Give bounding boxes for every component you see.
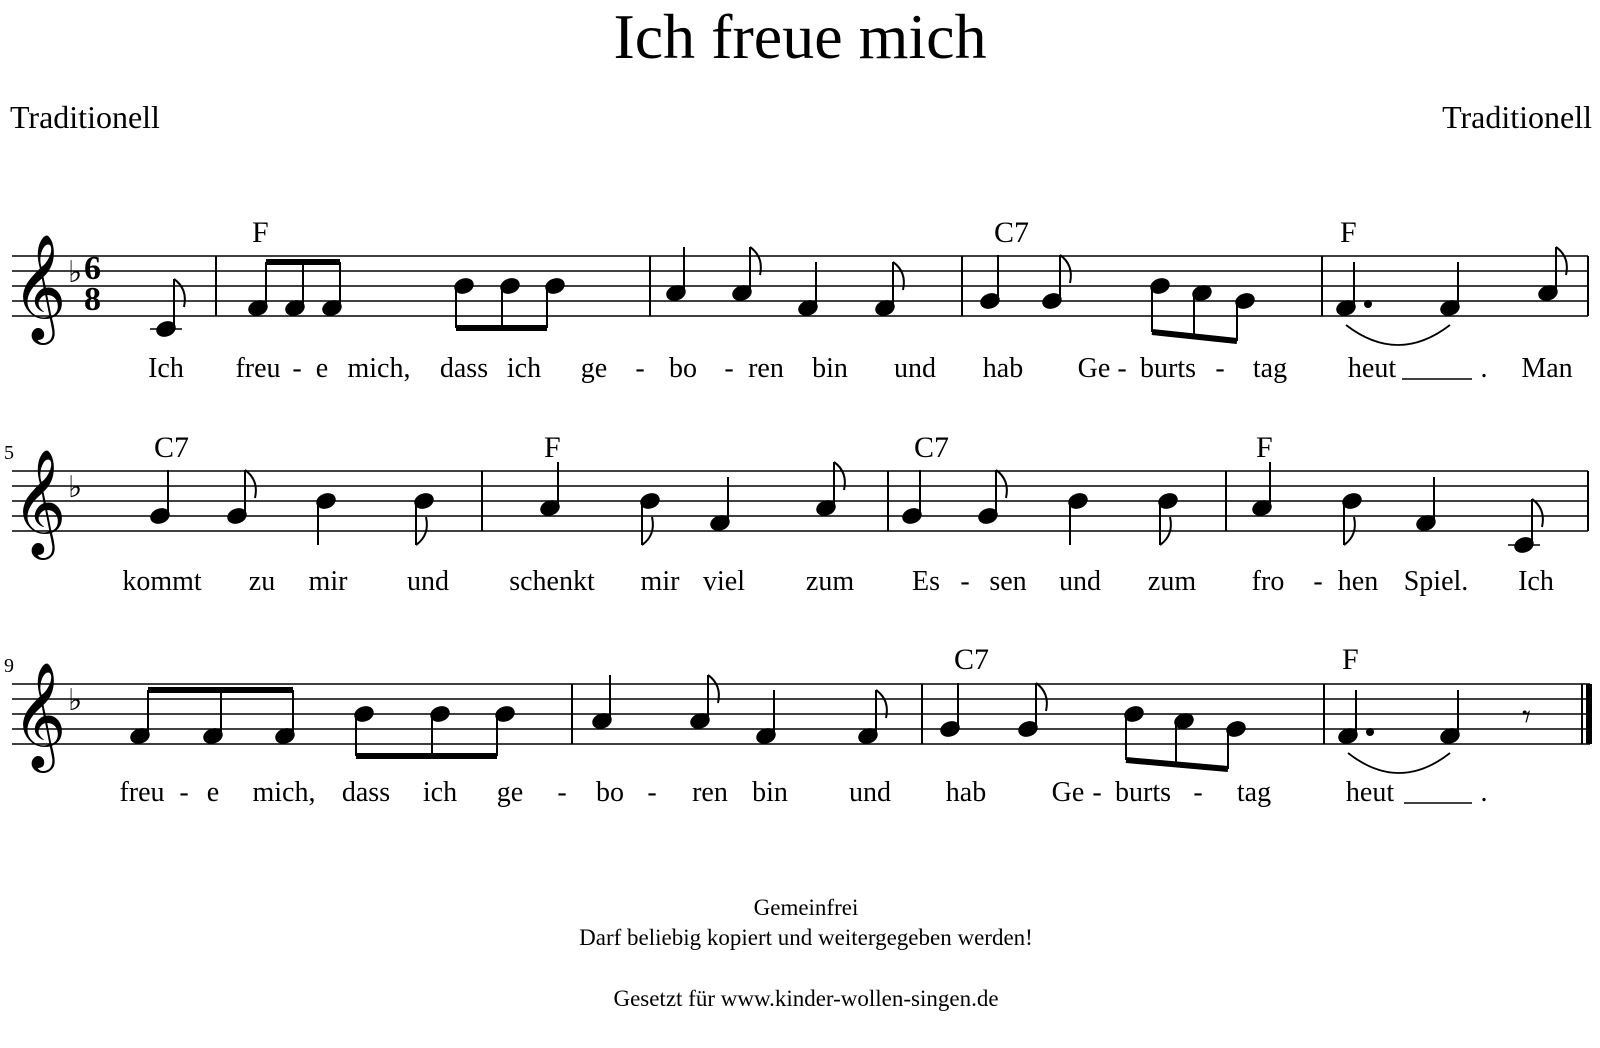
lyric-syllable: e [206, 777, 220, 808]
lyric-syllable: hab [945, 777, 987, 808]
treble-clef: 𝄞 [12, 236, 67, 338]
flat-sign: ♭ [68, 471, 83, 504]
measure-number: 9 [4, 655, 14, 677]
lyric-syllable: tag [1252, 353, 1288, 384]
lyric-syllable: Man [1521, 353, 1573, 384]
lyric-syllable: kommt [122, 566, 202, 597]
lyric-syllable: mir [308, 566, 348, 597]
lyric-syllable: . [1480, 777, 1488, 808]
website-credit: Gesetzt für www.kinder-wollen-singen.de [613, 986, 999, 1011]
lyric-syllable: zu [248, 566, 276, 597]
chord-symbol: C7 [954, 643, 990, 676]
chord-symbol: F [1342, 643, 1359, 676]
lyric-syllable: und [1059, 566, 1101, 597]
lyric-syllable: Ge [1077, 353, 1111, 384]
lyric-syllable: bo [596, 777, 624, 808]
lyric-syllable: heut [1345, 777, 1395, 808]
lyric-syllable: tag [1236, 777, 1272, 808]
lyric-syllable: - [1117, 353, 1127, 384]
chord-symbol: F [1340, 216, 1357, 249]
lyric-syllable: Ich [148, 353, 184, 384]
lyric-syllable: heut [1347, 353, 1397, 384]
lyric-syllable: dass [341, 777, 391, 808]
lyric-syllable: ge [580, 353, 608, 384]
lyric-syllable: bin [812, 353, 848, 384]
notes [150, 247, 1567, 345]
lyrics-line [119, 777, 1487, 808]
lyric-syllable: und [849, 777, 891, 808]
song-title: Ich freue mich [613, 1, 987, 72]
chord-symbol: C7 [154, 431, 190, 464]
lyric-syllable: burts [1115, 777, 1171, 808]
system-2 [4, 431, 1588, 597]
system-3 [4, 643, 1590, 808]
lyric-syllable: mich, [347, 353, 411, 384]
lyric-syllable: Ge [1051, 777, 1085, 808]
lyric-syllable: ge [496, 777, 524, 808]
lyric-syllable: und [407, 566, 449, 597]
lyric-syllable: mich, [252, 777, 316, 808]
chord-symbol: C7 [914, 431, 950, 464]
lyric-syllable: hen [1337, 566, 1379, 597]
lyric-syllable: - [1092, 777, 1102, 808]
lyric-syllable: - [292, 353, 302, 384]
lyric-syllable: - [1313, 566, 1323, 597]
flat-sign: ♭ [68, 684, 83, 717]
lyric-syllable: mir [640, 566, 680, 597]
lyric-syllable: - [1215, 353, 1225, 384]
eighth-rest: 𝄾 [1522, 699, 1532, 736]
lyrics-line [148, 353, 1573, 384]
lyric-syllable: - [1193, 777, 1203, 808]
footer [579, 895, 1033, 1011]
time-signature-numerator: 6 [84, 250, 101, 287]
lyric-syllable: bin [752, 777, 788, 808]
lyric-syllable: . [1480, 353, 1488, 384]
chord-symbol: F [1256, 431, 1273, 464]
lyric-syllable: ich [422, 777, 458, 808]
lyric-syllable: - [724, 353, 734, 384]
lyric-syllable: ren [748, 353, 784, 384]
lyric-syllable: fro [1251, 566, 1285, 597]
lyric-syllable: ren [692, 777, 728, 808]
notes [149, 462, 1543, 554]
lyric-syllable: hab [982, 353, 1024, 384]
lyric-syllable: schenkt [509, 566, 595, 597]
lyric-syllable: zum [805, 566, 855, 597]
chord-symbol: C7 [994, 216, 1030, 249]
lyrics-line [122, 566, 1554, 597]
lyric-syllable: - [179, 777, 189, 808]
chord-symbols [954, 643, 1359, 676]
lyric-syllable: Ich [1518, 566, 1554, 597]
lyric-syllable: viel [703, 566, 745, 597]
chord-symbols [154, 431, 1273, 464]
lyric-syllable: - [647, 777, 657, 808]
lyric-syllable: freu [119, 777, 165, 808]
lyric-syllable: dass [439, 353, 489, 384]
lyric-syllable: burts [1140, 353, 1196, 384]
measure-number: 5 [4, 442, 14, 464]
copy-permission-text: Darf beliebig kopiert und weitergegeben werden! [579, 925, 1033, 950]
lyric-syllable: und [894, 353, 936, 384]
treble-clef: 𝄞 [12, 451, 67, 553]
lyric-syllable: freu [235, 353, 281, 384]
lyric-syllable: e [315, 353, 329, 384]
lyric-syllable: - [635, 353, 645, 384]
treble-clef: 𝄞 [12, 664, 67, 766]
time-signature-denominator: 8 [84, 281, 101, 318]
lyric-syllable: - [960, 566, 970, 597]
license-text: Gemeinfrei [753, 895, 859, 920]
chord-symbols [252, 216, 1357, 249]
lyric-syllable: ich [506, 353, 542, 384]
lyric-syllable: Es [912, 566, 940, 597]
lyric-syllable: zum [1147, 566, 1197, 597]
lyric-syllable: Spiel. [1403, 566, 1469, 597]
lyric-syllable: bo [669, 353, 697, 384]
system-1 [12, 216, 1588, 384]
chord-symbol: F [252, 216, 269, 249]
composer-credit: Traditionell [10, 99, 160, 135]
lyric-syllable: sen [989, 566, 1027, 597]
flat-sign: ♭ [68, 256, 83, 289]
notes [129, 675, 1460, 773]
chord-symbol: F [544, 431, 561, 464]
lyric-syllable: - [557, 777, 567, 808]
lyricist-credit: Traditionell [1442, 99, 1592, 135]
